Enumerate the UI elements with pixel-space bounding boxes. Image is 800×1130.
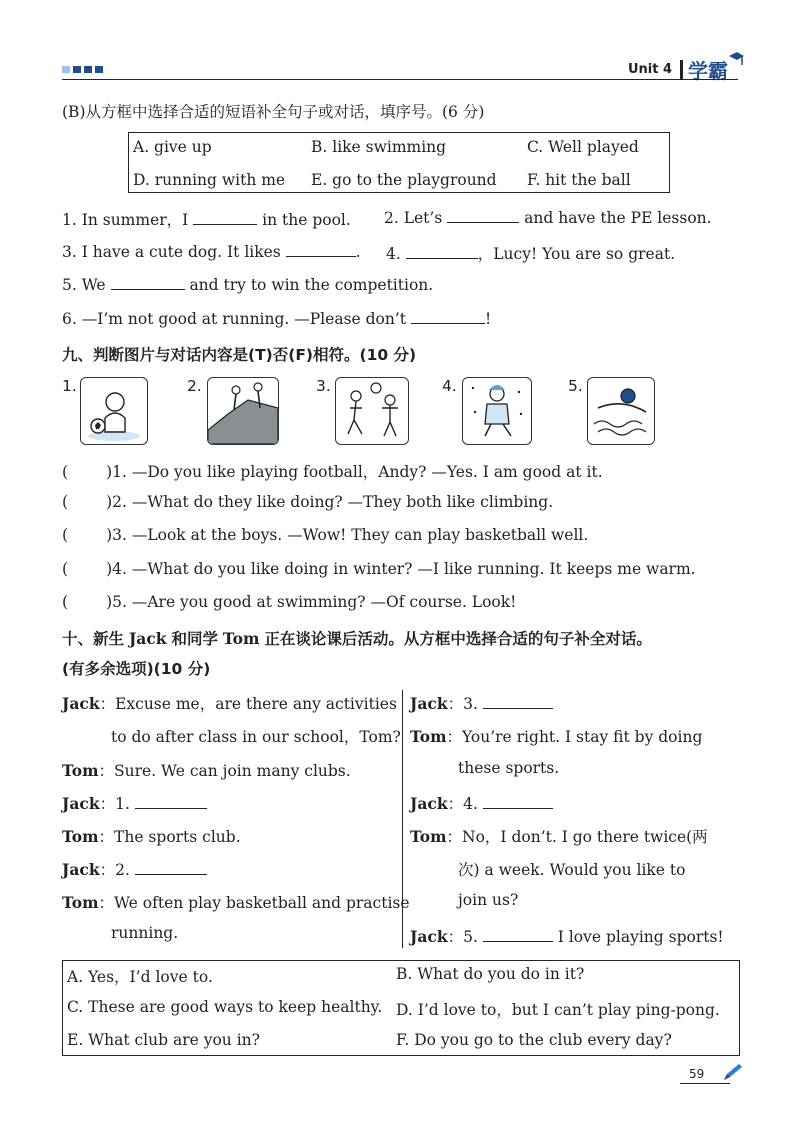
answer-bracket-close: ) — [106, 526, 113, 544]
partB-options-box — [128, 132, 670, 193]
pencil-icon — [722, 1062, 744, 1082]
picture-winter-running — [462, 377, 532, 445]
answer-bracket-open: ( — [62, 463, 69, 481]
dialog-right-2b: these sports. — [458, 759, 560, 777]
answer-blank[interactable] — [406, 244, 478, 259]
section10-option-a: A. Yes，I’d love to. — [67, 968, 213, 986]
answer-blank[interactable] — [447, 208, 519, 223]
answer-blank[interactable] — [483, 694, 553, 709]
volleyball-illustration — [336, 378, 408, 444]
header-divider — [680, 60, 683, 80]
header-rule — [62, 79, 738, 80]
judgment-text: 2. —What do they like doing? —They both like climbing. — [112, 493, 554, 511]
judgment-item-5 — [62, 593, 516, 611]
partB-option-a: A. give up — [133, 138, 212, 156]
dialog-right-1: Jack：3. — [410, 692, 553, 714]
picture-swimming — [587, 377, 655, 445]
answer-bracket-close: ) — [106, 560, 113, 578]
answer-blank[interactable] — [483, 794, 553, 809]
partB-option-f: F. hit the ball — [527, 171, 631, 189]
brand-logo: 学霸 — [688, 59, 728, 83]
dialog-left-6b: running. — [111, 924, 179, 942]
answer-blank[interactable] — [483, 927, 553, 942]
answer-bracket-open: ( — [62, 526, 69, 544]
section9-title: 九、判断图片与对话内容是(T)否(F)相符。(10 分) — [62, 346, 417, 364]
picture-volleyball — [335, 377, 409, 445]
judgment-text: 5. —Are you good at swimming? —Of course. Look! — [112, 593, 517, 611]
dialog-left-3: Jack：1. — [62, 792, 207, 814]
section10-options-box — [62, 960, 740, 1056]
header-decoration — [62, 66, 103, 73]
judgment-text: 3. —Look at the boys. —Wow! They can play basketball well. — [112, 526, 589, 544]
pic-number-5: 5. — [568, 377, 583, 395]
judgment-item-4 — [62, 560, 696, 578]
judgment-text: 1. —Do you like playing football，Andy? —Yes. I am good at it. — [112, 463, 603, 481]
picture-climbing — [207, 377, 279, 445]
dialog-right-4: Tom：No，I don’t. I go there twice(两 — [410, 827, 708, 846]
partB-q5: 5. We and try to win the competition. — [62, 276, 434, 294]
answer-bracket-open: ( — [62, 560, 69, 578]
partB-q2: 2. Let’s and have the PE lesson. — [384, 209, 712, 227]
partB-option-e: E. go to the playground — [311, 171, 497, 189]
partB-q3: 3. I have a cute dog. It likes . — [62, 243, 361, 261]
dialog-left-4: Tom：The sports club. — [62, 827, 241, 846]
partB-option-b: B. like swimming — [311, 138, 447, 156]
partB-q1: 1. In summer，I in the pool. — [62, 211, 351, 229]
section10-option-c: C. These are good ways to keep healthy. — [67, 998, 383, 1016]
pic-number-3: 3. — [316, 377, 331, 395]
answer-bracket-open: ( — [62, 593, 69, 611]
pic-number-2: 2. — [187, 377, 202, 395]
dialog-left-1b: to do after class in our school，Tom? — [111, 728, 401, 746]
dialog-right-4c: join us? — [458, 891, 519, 909]
dialog-left-1: Jack：Excuse me，are there any activities — [62, 694, 397, 713]
climbing-illustration — [208, 378, 278, 444]
section10-option-d: D. I’d love to，but I can’t play ping-pong. — [396, 1001, 720, 1019]
section10-option-b: B. What do you do in it? — [396, 965, 585, 983]
dialog-right-2: Tom：You’re right. I stay fit by doing — [410, 727, 703, 746]
answer-blank[interactable] — [111, 275, 185, 290]
partB-q4: 4. ，Lucy! You are so great. — [386, 245, 676, 263]
football-illustration — [81, 378, 147, 444]
page-number: 59 — [689, 1067, 705, 1081]
answer-blank[interactable] — [411, 309, 485, 324]
section10-option-e: E. What club are you in? — [67, 1031, 260, 1049]
pic-number-4: 4. — [442, 377, 457, 395]
footer-rule — [680, 1083, 730, 1084]
judgment-item-3 — [62, 526, 588, 544]
dialog-right-3: Jack：4. — [410, 792, 553, 814]
answer-blank[interactable] — [135, 860, 207, 875]
dialog-right-5: Jack：5. I love playing sports! — [410, 927, 724, 946]
section10-subtitle: (有多余选项)(10 分) — [62, 660, 211, 678]
dialog-left-2: Tom：Sure. We can join many clubs. — [62, 761, 351, 780]
graduation-cap-icon — [728, 50, 744, 68]
section10-title: 十、新生 Jack 和同学 Tom 正在谈论课后活动。从方框中选择合适的句子补全对话。 — [62, 629, 652, 648]
answer-bracket-close: ) — [106, 493, 113, 511]
partB-option-d: D. running with me — [133, 171, 286, 189]
judgment-item-2 — [62, 493, 553, 511]
answer-blank[interactable] — [135, 794, 207, 809]
answer-bracket-close: ) — [106, 463, 113, 481]
pic-number-1: 1. — [62, 377, 77, 395]
partB-title: (B)从方框中选择合适的短语补全句子或对话，填序号。(6 分) — [62, 103, 485, 121]
answer-bracket-open: ( — [62, 493, 69, 511]
unit-label: Unit 4 — [628, 62, 673, 77]
dialog-right-4b: 次) a week. Would you like to — [458, 861, 686, 879]
dialog-left-6: Tom：We often play basketball and practise — [62, 893, 410, 912]
winter-illustration — [463, 378, 531, 444]
partB-option-c: C. Well played — [527, 138, 639, 156]
section10-option-f: F. Do you go to the club every day? — [396, 1031, 672, 1049]
swimming-illustration — [588, 378, 654, 444]
picture-football-child — [80, 377, 148, 445]
dialog-left-5: Jack：2. — [62, 858, 207, 880]
partB-q6: 6. —I’m not good at running. —Please don’t ! — [62, 310, 492, 328]
judgment-item-1 — [62, 460, 603, 482]
answer-blank[interactable] — [193, 210, 257, 225]
answer-blank[interactable] — [286, 242, 356, 257]
answer-bracket-close: ) — [106, 593, 113, 611]
judgment-text: 4. —What do you like doing in winter? —I like running. It keeps me warm. — [112, 560, 696, 578]
